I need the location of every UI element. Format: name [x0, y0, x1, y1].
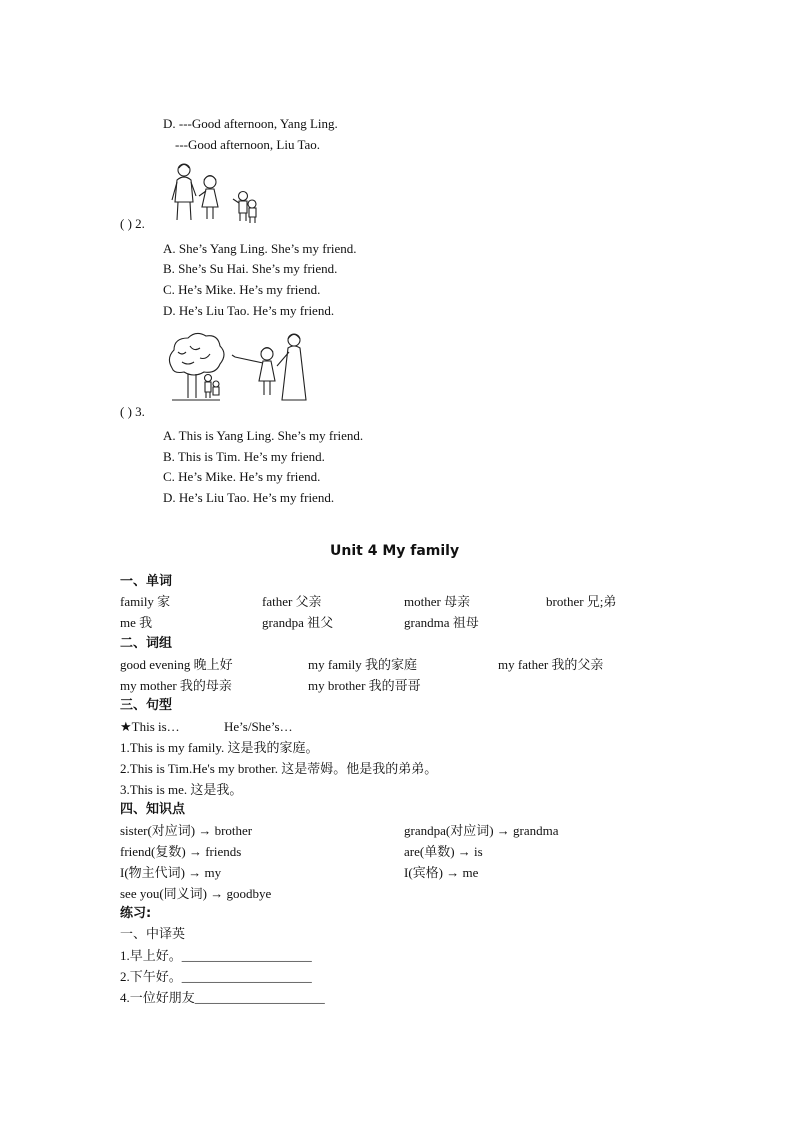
practice-subheading: 一、中译英 [120, 927, 186, 942]
knowledge-item: see you(同义词) → goodbye [120, 886, 272, 901]
phrase-item: my father 我的父亲 [498, 657, 604, 672]
vocab-item: grandpa 祖父 [262, 615, 334, 630]
q2-option-d: D. He’s Liu Tao. He’s my friend. [163, 303, 335, 318]
q2-option-a: A. She’s Yang Ling. She’s my friend. [163, 241, 357, 256]
q3-option-b: B. This is Tim. He’s my friend. [163, 449, 325, 464]
q2-option-c: C. He’s Mike. He’s my friend. [163, 282, 321, 297]
vocab-item: mother 母亲 [404, 594, 471, 609]
q3-option-c: C. He’s Mike. He’s my friend. [163, 469, 321, 484]
phrase-item: my brother 我的哥哥 [308, 678, 421, 693]
sentence-pattern-a: ★This is… [120, 719, 180, 734]
unit-title: Unit 4 My family [330, 543, 460, 559]
phrase-item: my mother 我的母亲 [120, 678, 232, 693]
knowledge-item: sister(对应词) → brother [120, 823, 253, 838]
sentence-example-1: 1.This is my family. 这是我的家庭。 [120, 740, 319, 755]
q3-option-a: A. This is Yang Ling. She’s my friend. [163, 428, 364, 443]
knowledge-item: I(物主代词) → my [120, 865, 222, 880]
vocab-item: me 我 [120, 615, 153, 630]
phrases-heading: 二、词组 [120, 636, 173, 651]
vocab-item: brother 兄;弟 [546, 594, 617, 609]
q1-option-d-line1: D. ---Good afternoon, Yang Ling. [163, 116, 338, 131]
vocab-item: grandma 祖母 [404, 615, 479, 630]
q3-option-d: D. He’s Liu Tao. He’s my friend. [163, 490, 335, 505]
sentence-example-3: 3.This is me. 这是我。 [120, 782, 243, 797]
knowledge-item: friend(复数) → friends [120, 844, 242, 859]
q2-option-b: B. She’s Su Hai. She’s my friend. [163, 261, 338, 276]
sentences-heading: 三、句型 [120, 698, 173, 713]
practice-item: 2.下午好。____________________ [120, 969, 312, 984]
practice-heading: 练习: [120, 906, 152, 921]
phrase-item: my family 我的家庭 [308, 657, 418, 672]
knowledge-item: I(宾格) → me [404, 865, 479, 880]
q3-number: ( ) 3. [120, 404, 145, 419]
sentence-pattern-b: He’s/She’s… [224, 719, 293, 734]
knowledge-heading: 四、知识点 [120, 802, 186, 817]
vocab-item: father 父亲 [262, 594, 322, 609]
knowledge-item: grandpa(对应词) → grandma [404, 823, 559, 838]
illustration-greeting [168, 160, 263, 225]
knowledge-item: are(单数) → is [404, 844, 483, 859]
q1-option-d-line2: ---Good afternoon, Liu Tao. [175, 137, 321, 152]
practice-item: 4.一位好朋友____________________ [120, 990, 325, 1005]
illustration-pointing [164, 330, 314, 405]
phrase-item: good evening 晚上好 [120, 657, 233, 672]
vocab-item: family 家 [120, 594, 171, 609]
sentence-example-2: 2.This is Tim.He's my brother. 这是蒂姆。他是我的弟弟。 [120, 761, 438, 776]
practice-item: 1.早上好。____________________ [120, 948, 312, 963]
vocab-heading: 一、单词 [120, 574, 173, 589]
q2-number: ( ) 2. [120, 216, 145, 231]
